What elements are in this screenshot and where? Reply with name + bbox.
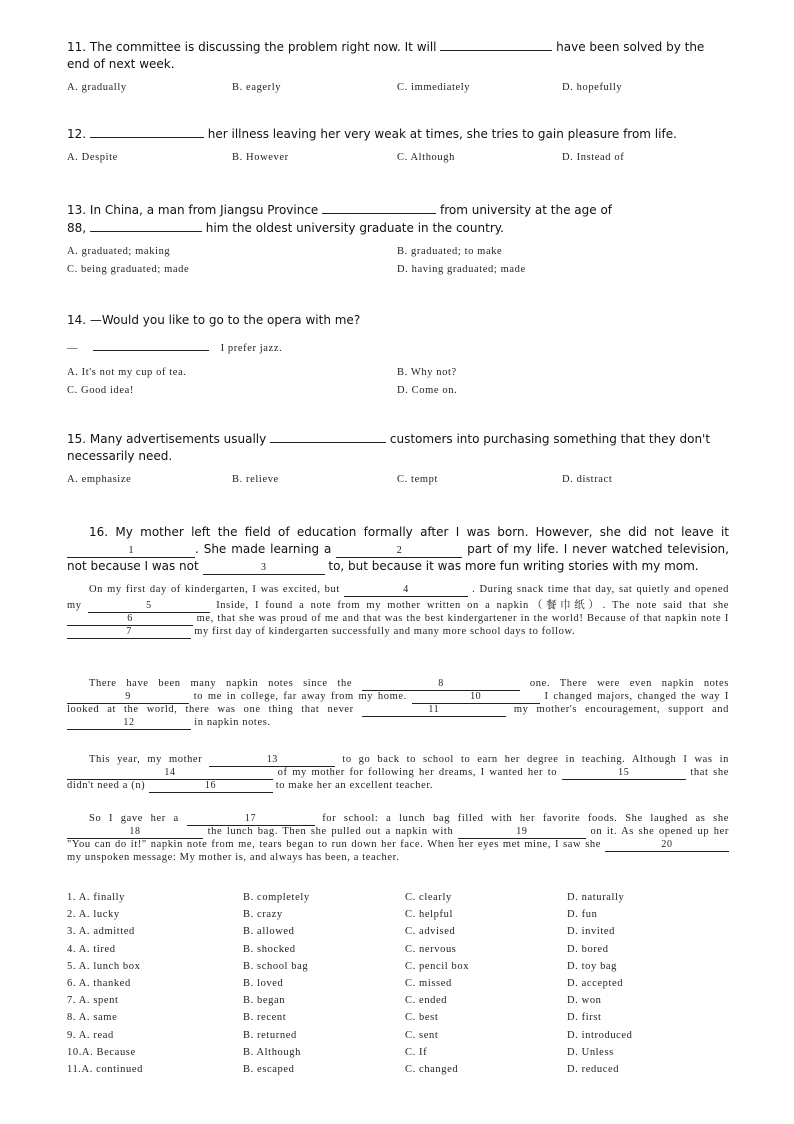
cloze-blank-3[interactable]: 3: [203, 562, 325, 575]
answer-option[interactable]: D. reduced: [567, 1064, 620, 1076]
question-15: [67, 430, 730, 488]
answer-option[interactable]: 3. A. admitted: [67, 926, 135, 938]
cloze-p4-s5: to make her an excellent teacher.: [275, 780, 434, 791]
q14-dash: —: [67, 343, 79, 354]
q13-option-b[interactable]: B. graduated; to make: [397, 246, 503, 257]
answer-option[interactable]: 5. A. lunch box: [67, 960, 141, 972]
answer-option[interactable]: B. completely: [243, 892, 310, 903]
cloze-p2-s2: . During snack time that day, sat quietly and opened my: [67, 584, 729, 611]
answer-option[interactable]: C. missed: [405, 978, 452, 990]
answer-option[interactable]: C. advised: [405, 926, 456, 938]
cloze-blank-19[interactable]: 19: [458, 826, 586, 839]
cloze-p1-s2: . She made learning a: [195, 542, 332, 556]
q12-option-b[interactable]: B. However: [232, 152, 289, 163]
answer-option[interactable]: C. pencil box: [405, 960, 470, 972]
question-11: [67, 38, 730, 96]
q12-text-after: her illness leaving her very weak at times, she tries to gain pleasure from life.: [207, 127, 677, 141]
q11-option-b[interactable]: B. eagerly: [232, 82, 282, 93]
cloze-blank-18[interactable]: 18: [67, 826, 203, 839]
q14-reply: I prefer jazz.: [220, 343, 283, 354]
answer-option[interactable]: 9. A. read: [67, 1029, 114, 1041]
q11-options: [67, 79, 730, 96]
answer-row: [67, 1044, 729, 1061]
q13-blank-2[interactable]: [90, 219, 202, 232]
cloze-blank-9[interactable]: 9: [67, 691, 189, 704]
cloze-paragraph-1: [67, 524, 729, 575]
cloze-p4-s2: to go back to school to earn her degree in teaching. Although I was in: [342, 754, 729, 765]
q15-blank[interactable]: [270, 430, 386, 443]
answer-option[interactable]: C. clearly: [405, 892, 452, 903]
answer-option[interactable]: D. naturally: [567, 892, 625, 903]
q13-line1-after: from university at the age of: [439, 203, 613, 217]
answer-option[interactable]: B. allowed: [243, 926, 295, 938]
q13-option-a[interactable]: A. graduated; making: [67, 246, 171, 257]
cloze-blank-15[interactable]: 15: [562, 767, 686, 780]
answer-row: [67, 992, 729, 1009]
answer-option[interactable]: B. loved: [243, 978, 284, 990]
answer-option[interactable]: B. returned: [243, 1029, 297, 1041]
answer-option[interactable]: D. invited: [567, 926, 615, 938]
answer-option[interactable]: B. crazy: [243, 909, 283, 921]
answer-row: [67, 906, 729, 923]
q15-option-c[interactable]: C. tempt: [397, 474, 438, 485]
q11-text-after: have been solved by the end of next week.: [67, 40, 705, 71]
cloze-paragraph-2: [67, 584, 729, 639]
q11-blank[interactable]: [440, 38, 552, 51]
answer-option[interactable]: D. introduced: [567, 1029, 633, 1041]
cloze-p5-s1: So I gave her a: [89, 813, 179, 824]
q12-option-d[interactable]: D. Instead of: [562, 152, 625, 163]
answer-option[interactable]: C. helpful: [405, 909, 453, 921]
answer-option[interactable]: B. recent: [243, 1012, 287, 1024]
answer-option[interactable]: 10.A. Because: [67, 1046, 136, 1058]
answer-option[interactable]: C. If: [405, 1046, 428, 1058]
q14-question: 14. —Would you like to go to the opera with me?: [67, 313, 361, 327]
q14-option-b[interactable]: B. Why not?: [397, 367, 457, 378]
answer-option[interactable]: B. began: [243, 995, 286, 1007]
cloze-p2-s3: Inside, I found a note from my mother written on a napkin（餐巾纸）. The note said that she: [216, 600, 729, 611]
q11-text-before: 11. The committee is discussing the problem right now. It will: [67, 40, 437, 54]
cloze-p3-s6: in napkin notes.: [194, 717, 271, 728]
cloze-blank-17[interactable]: 17: [187, 813, 315, 826]
cloze-p1-s3: part of my life. I never watched television, not because I was not: [67, 542, 729, 573]
cloze-blank-2[interactable]: 2: [336, 545, 462, 558]
answer-option[interactable]: B. shocked: [243, 943, 296, 955]
q14-option-a[interactable]: A. It's not my cup of tea.: [67, 367, 187, 378]
answer-option[interactable]: C. nervous: [405, 943, 457, 955]
cloze-p4-s3: of my mother for following her dreams, I wanted her to: [277, 767, 558, 778]
cloze-blank-6[interactable]: 6: [67, 613, 193, 626]
cloze-p4-s1: This year, my mother: [89, 754, 203, 765]
cloze-p3-s1: There have been many napkin notes since the: [89, 678, 353, 689]
answer-option[interactable]: D. first: [567, 1012, 602, 1024]
q15-options: [67, 471, 730, 488]
q15-option-d[interactable]: D. distract: [562, 474, 613, 485]
q13-option-c[interactable]: C. being graduated; made: [67, 264, 190, 275]
answer-row: [67, 975, 729, 992]
answer-row: [67, 923, 729, 940]
answer-row: [67, 958, 729, 975]
cloze-p5-s2: for school: a lunch bag filled with her favorite foods. She laughed as she: [322, 813, 729, 824]
answer-option[interactable]: C. best: [405, 1012, 439, 1024]
answer-row: [67, 1009, 729, 1026]
cloze-blank-16[interactable]: 16: [149, 780, 273, 793]
cloze-blank-4[interactable]: 4: [344, 584, 468, 597]
cloze-answer-options: [67, 889, 729, 1078]
answer-option[interactable]: D. won: [567, 995, 602, 1007]
q12-options: [67, 149, 730, 166]
question-13: [67, 201, 730, 278]
q12-blank[interactable]: [90, 125, 204, 138]
answer-option[interactable]: 1. A. finally: [67, 892, 125, 903]
cloze-paragraph-3: [67, 678, 729, 730]
cloze-blank-7[interactable]: 7: [67, 626, 191, 639]
answer-option[interactable]: D. toy bag: [567, 960, 618, 972]
cloze-paragraph-4: [67, 754, 729, 793]
q14-option-c[interactable]: C. Good idea!: [67, 385, 134, 396]
answer-option[interactable]: C. sent: [405, 1029, 439, 1041]
cloze-blank-5[interactable]: 5: [88, 600, 210, 613]
q14-reply-line: [67, 338, 730, 357]
answer-option[interactable]: 11.A. continued: [67, 1064, 143, 1076]
q12-option-c[interactable]: C. Although: [397, 152, 455, 163]
q13-line2-before: 88,: [67, 221, 87, 235]
q14-option-d[interactable]: D. Come on.: [397, 385, 458, 396]
answer-option[interactable]: 7. A. spent: [67, 995, 119, 1007]
cloze-p2-s1: On my first day of kindergarten, I was excited, but: [89, 584, 340, 595]
q14-blank[interactable]: [93, 338, 209, 351]
answer-option[interactable]: D. bored: [567, 943, 609, 955]
cloze-blank-14[interactable]: 14: [67, 767, 273, 780]
q11-option-c[interactable]: C. immediately: [397, 82, 471, 93]
cloze-blank-12[interactable]: 12: [67, 717, 191, 730]
answer-option[interactable]: C. ended: [405, 995, 448, 1007]
cloze-blank-11[interactable]: 11: [362, 704, 506, 717]
cloze-blank-8[interactable]: 8: [362, 678, 520, 691]
answer-option[interactable]: B. Although: [243, 1046, 301, 1058]
q13-line2-after: him the oldest university graduate in the country.: [205, 221, 504, 235]
answer-option[interactable]: D. accepted: [567, 978, 624, 990]
cloze-p5-s5: my unspoken message: My mother is, and always has been, a teacher.: [67, 852, 400, 863]
q13-blank-1[interactable]: [322, 201, 436, 214]
answer-option[interactable]: 8. A. same: [67, 1012, 118, 1024]
q13-line1-before: 13. In China, a man from Jiangsu Province: [67, 203, 319, 217]
answer-option[interactable]: 6. A. thanked: [67, 978, 131, 990]
q15-option-a[interactable]: A. emphasize: [67, 474, 132, 485]
answer-option[interactable]: 2. A. lucky: [67, 909, 120, 921]
q14-options: [67, 364, 730, 399]
cloze-p5-s3: the lunch bag. Then she pulled out a napkin with: [207, 826, 454, 837]
cloze-p4-s4: that she didn't need a (n): [67, 767, 729, 791]
answer-row: [67, 889, 729, 906]
cloze-blank-10[interactable]: 10: [412, 691, 540, 704]
answer-row: [67, 1061, 729, 1078]
q12-text-before: 12.: [67, 127, 87, 141]
cloze-p3-s5: my mother's encouragement, support and: [513, 704, 730, 715]
cloze-blank-1[interactable]: 1: [67, 545, 195, 558]
cloze-p5-s4: on it. As she opened up her "You can do it!" napkin note from me, tears began to run down her face. When her eyes met mine, I saw she: [67, 826, 729, 850]
q13-options: [67, 243, 730, 278]
cloze-p3-s2: one. There were even napkin notes: [529, 678, 729, 689]
cloze-blank-13[interactable]: 13: [209, 754, 335, 767]
question-14: [67, 312, 730, 399]
cloze-p3-s4: I changed majors, changed the way I looked at the world, there was one thing that never: [67, 691, 729, 715]
q11-option-d[interactable]: D. hopefully: [562, 82, 623, 93]
answer-option[interactable]: B. escaped: [243, 1064, 295, 1076]
cloze-p1-s4: to, but because it was more fun writing stories with my mom.: [328, 559, 699, 573]
cloze-p2-s5: my first day of kindergarten successfully and many more school days to follow.: [194, 626, 576, 637]
cloze-p2-s4: me, that she was proud of me and that was the best kindergartener in the world! Because of that napkin note I: [196, 613, 729, 624]
cloze-paragraph-5: [67, 813, 729, 863]
question-12: [67, 125, 730, 166]
answer-option[interactable]: C. changed: [405, 1064, 459, 1076]
answer-option[interactable]: 4. A. tired: [67, 943, 116, 955]
q15-text-after: customers into purchasing something that they don't necessarily need.: [67, 432, 711, 463]
q11-option-a[interactable]: A. gradually: [67, 82, 127, 93]
q15-option-b[interactable]: B. relieve: [232, 474, 279, 485]
q12-option-a[interactable]: A. Despite: [67, 152, 118, 163]
q13-option-d[interactable]: D. having graduated; made: [397, 264, 526, 275]
answer-option[interactable]: D. Unless: [567, 1046, 614, 1058]
answer-option[interactable]: B. school bag: [243, 960, 309, 972]
cloze-p1-s1: 16. My mother left the field of education formally after I was born. However, she did not leave it: [89, 525, 729, 539]
answer-option[interactable]: D. fun: [567, 909, 598, 921]
cloze-p3-s3: to me in college, far away from my home.: [193, 691, 407, 702]
q15-text-before: 15. Many advertisements usually: [67, 432, 267, 446]
cloze-blank-20[interactable]: 20: [605, 839, 729, 852]
answer-row: [67, 1027, 729, 1044]
answer-row: [67, 941, 729, 958]
